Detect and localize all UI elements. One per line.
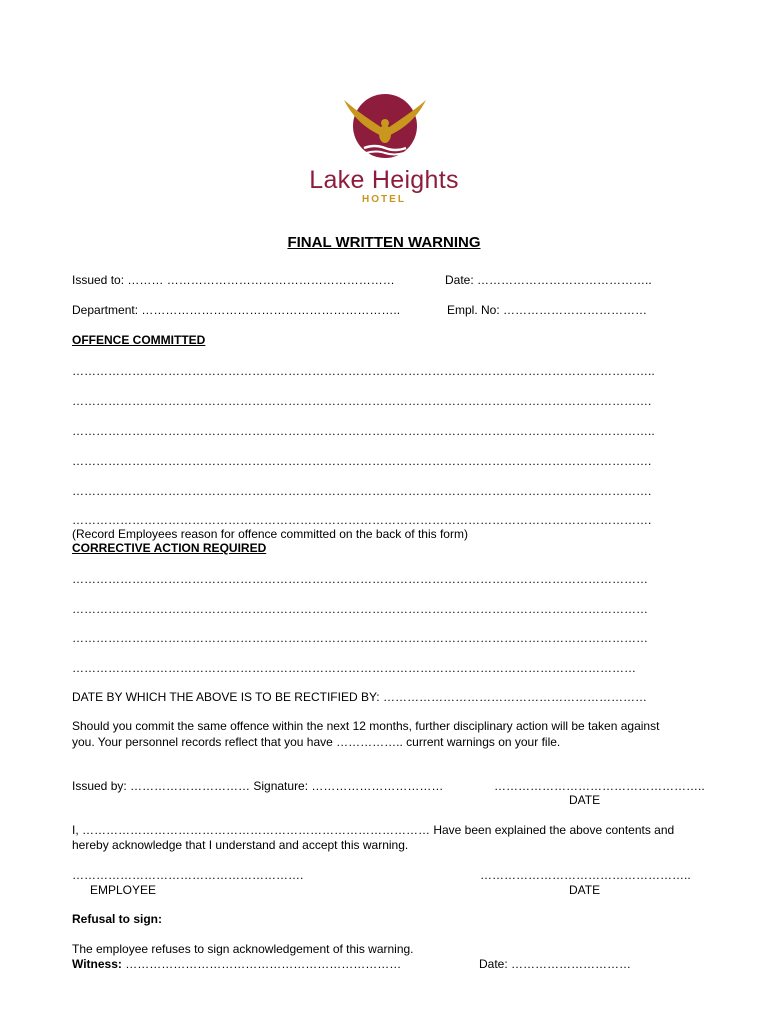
refusal-heading: Refusal to sign: — [72, 912, 163, 926]
issued-date-line[interactable]: …………………………………………….. — [494, 779, 705, 793]
corrective-line[interactable]: …………………………………………………………………………………………………………………………… — [72, 661, 636, 675]
offence-line[interactable]: ……………………………………………………………………………………………………………………………….. — [72, 364, 655, 378]
warning-paragraph-line-2: you. Your personnel records reflect that you have …………….. current warnings on your file. — [72, 735, 561, 749]
acknowledge-line-2: hereby acknowledge that I understand and accept this warning. — [72, 838, 409, 852]
employee-signature-line[interactable]: …………………………………………………. — [72, 868, 304, 882]
logo-bird-head — [381, 119, 389, 127]
offence-line[interactable]: ………………………………………………………………………………………………………………………………. — [72, 484, 652, 498]
offence-note: (Record Employees reason for offence committed on the back of this form) — [72, 527, 468, 541]
witness-date-field[interactable]: Date: ………………………… — [479, 957, 632, 971]
employee-label: EMPLOYEE — [90, 883, 157, 897]
employee-date-label: DATE — [569, 883, 601, 897]
corrective-line[interactable]: ……………………………………………………………………………………………………………………………… — [72, 572, 648, 586]
date-field[interactable]: Date: …………………………………….. — [445, 273, 652, 287]
brand-name: Lake Heights — [309, 166, 459, 194]
warning-paragraph-line-1: Should you commit the same offence within the next 12 months, further disciplinary action will be taken against — [72, 719, 660, 733]
offence-line[interactable]: ………………………………………………………………………………………………………………………………. — [72, 394, 652, 408]
acknowledge-line-1[interactable]: I, …………………………………………………………………………… Have been explained the above contents and — [72, 823, 675, 837]
issued-to-field[interactable]: Issued to: ……… ………………………………………………… — [72, 273, 395, 287]
refusal-text: The employee refuses to sign acknowledgement of this warning. — [72, 942, 414, 956]
witness-label: Witness: — [72, 957, 122, 971]
empl-no-field[interactable]: Empl. No: ……………………………… — [447, 303, 648, 317]
department-field[interactable]: Department: ……………………………………………………….. — [72, 303, 401, 317]
witness-line[interactable]: …………………………………………………………… — [121, 957, 402, 971]
logo-bird-body — [379, 125, 391, 143]
brand-subtitle: HOTEL — [362, 194, 406, 205]
witness-field[interactable] — [72, 957, 401, 971]
corrective-line[interactable]: ……………………………………………………………………………………………………………………………… — [72, 631, 648, 645]
corrective-heading: CORRECTIVE ACTION REQUIRED — [72, 541, 267, 555]
offence-line[interactable]: ………………………………………………………………………………………………………………………………. — [72, 454, 652, 468]
offence-line[interactable]: ……………………………………………………………………………………………………………………………….. — [72, 424, 655, 438]
corrective-line[interactable]: ……………………………………………………………………………………………………………………………… — [72, 602, 648, 616]
issued-by-signature-field[interactable]: Issued by: ………………………… Signature: …………………………… — [72, 779, 444, 793]
offence-heading: OFFENCE COMMITTED — [72, 333, 206, 347]
issued-date-label: DATE — [569, 793, 601, 807]
document-title: FINAL WRITTEN WARNING — [287, 234, 481, 251]
offence-line[interactable]: ………………………………………………………………………………………………………………………………. — [72, 513, 652, 527]
employee-date-line[interactable]: …………………………………………….. — [480, 868, 691, 882]
hotel-logo-emblem — [330, 92, 440, 164]
rectify-date-field[interactable]: DATE BY WHICH THE ABOVE IS TO BE RECTIFIED BY: ………………………………………………………… — [72, 690, 647, 704]
